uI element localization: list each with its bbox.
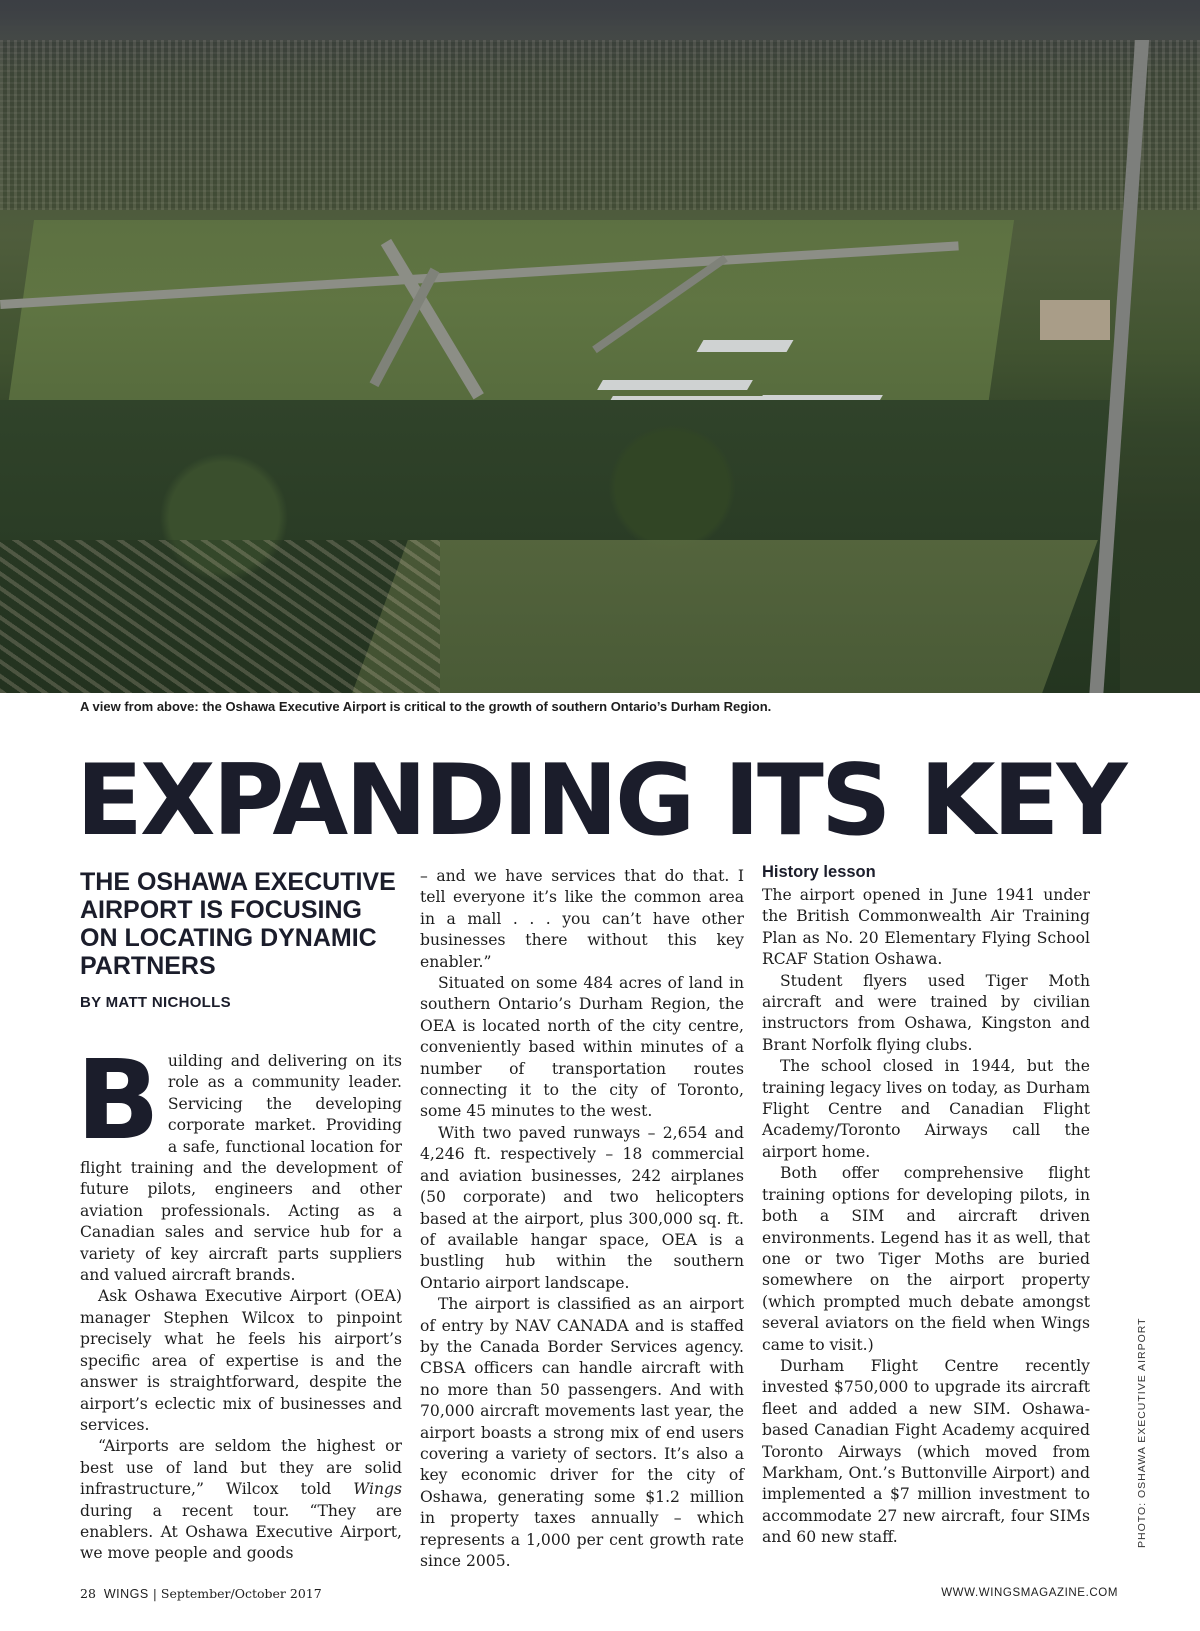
section-subhead: History lesson: [762, 863, 876, 881]
column-1: [76, 868, 402, 1565]
page-number: 28: [80, 1586, 96, 1601]
paragraph: The airport is classified as an airport of entry by NAV CANADA and is staffed by the Canada Border Services agency. CBSA officers can handle aircraft with no more than 50 passengers. And with 70,000 aircraft movements last year, the airport boasts a strong mix of end users covering a variety of sectors. It’s also a key economic driver for the city of Oshawa, generating some $1.2 million in property taxes annually – which represents a 1,000 per cent growth rate since 2005.: [420, 1295, 744, 1570]
paragraph: “Airports are seldom the highest or best use of land but they are solid infrastructure,” Wilcox told Wings during a recent tour. “They are enablers. At Oshawa Executive Airport, we move people and goods: [80, 1437, 402, 1563]
article-headline: EXPANDING ITS KEY: [76, 744, 1125, 858]
column-2: [420, 866, 744, 1572]
issue-date: September/October 2017: [160, 1586, 322, 1601]
page-footer: [80, 1586, 322, 1601]
drop-cap: B: [76, 1036, 160, 1164]
article-byline: BY MATT NICHOLLS: [80, 994, 231, 1011]
paragraph: Ask Oshawa Executive Airport (OEA) manager Stephen Wilcox to pinpoint precisely what he feels his airport’s specific area of expertise is and the answer is straightforward, despite the airport’s eclectic mix of businesses and services.: [80, 1287, 402, 1434]
paragraph: The airport opened in June 1941 under the British Commonwealth Air Training Plan as No. 20 Elementary Flying School RCAF Station Oshawa.: [762, 886, 1090, 969]
paragraph: Student flyers used Tiger Moth aircraft and were trained by civilian instructors from Oshawa, Kingston and Brant Norfolk flying clubs.: [762, 971, 1090, 1054]
paragraph: With two paved runways – 2,654 and 4,246 ft. respectively – 18 commercial and aviation businesses, 242 airplanes (50 corporate) and two helicopters based at the airport, plus 300,000 sq. ft. of available hangar space, OEA is a bustling hub within the southern Ontario airport landscape.: [420, 1123, 744, 1292]
paragraph: Durham Flight Centre recently invested $750,000 to upgrade its aircraft fleet and added a new SIM. Oshawa-based Canadian Fight Academy acquired Toronto Airways (which moved from Markham, Ont.’s Buttonville Airport) and implemented a $7 million investment to accommodate 27 new aircraft, four SIMs and 60 new staff.: [762, 1356, 1090, 1547]
article-deck: THE OSHAWA EXECUTIVE AIRPORT IS FOCUSING ON LOCATING DYNAMIC PARTNERS: [80, 868, 396, 980]
paragraph: Both offer comprehensive flight training options for developing pilots, in both a SIM and aircraft driven environments. Legend has it as well, that one or two Tiger Moths are buried somewhere on the airport property (which prompted much debate amongst several aviators on the field when Wings came to visit.): [762, 1164, 1090, 1354]
paragraph: – and we have services that do that. I tell everyone it’s like the common area in a mall . . . you can’t have other businesses there without this key enabler.”: [420, 867, 744, 971]
photo-caption: A view from above: the Oshawa Executive Airport is critical to the growth of southern Ontario’s Durham Region.: [80, 699, 772, 714]
photo-credit: PHOTO: OSHAWA EXECUTIVE AIRPORT: [1136, 1317, 1148, 1548]
paragraph: The school closed in 1944, but the training legacy lives on today, as Durham Flight Centre and Canadian Flight Academy/Toronto Airways call the airport home.: [762, 1057, 1090, 1161]
magazine-name: WINGS: [103, 1587, 149, 1601]
paragraph: uilding and delivering on its role as a community leader. Servicing the developing corporate market. Providing a safe, functional location for flight training and the development of future pilots, engineers and other aviation professionals. Acting as a Canadian sales and service hub for a variety of key aircraft parts suppliers and valued aircraft brands.: [80, 1052, 402, 1285]
paragraph: Situated on some 484 acres of land in southern Ontario’s Durham Region, the OEA is located north of the city centre, conveniently based within minutes of a number of transportation routes connecting it to the city of Toronto, some 45 minutes to the west.: [420, 974, 744, 1121]
column-3: [762, 863, 1090, 1549]
footer-separator: |: [152, 1586, 157, 1601]
aerial-photo: [0, 0, 1200, 693]
lead-paragraph-block: [76, 1036, 402, 1286]
website-url: WWW.WINGSMAGAZINE.COM: [941, 1587, 1118, 1599]
